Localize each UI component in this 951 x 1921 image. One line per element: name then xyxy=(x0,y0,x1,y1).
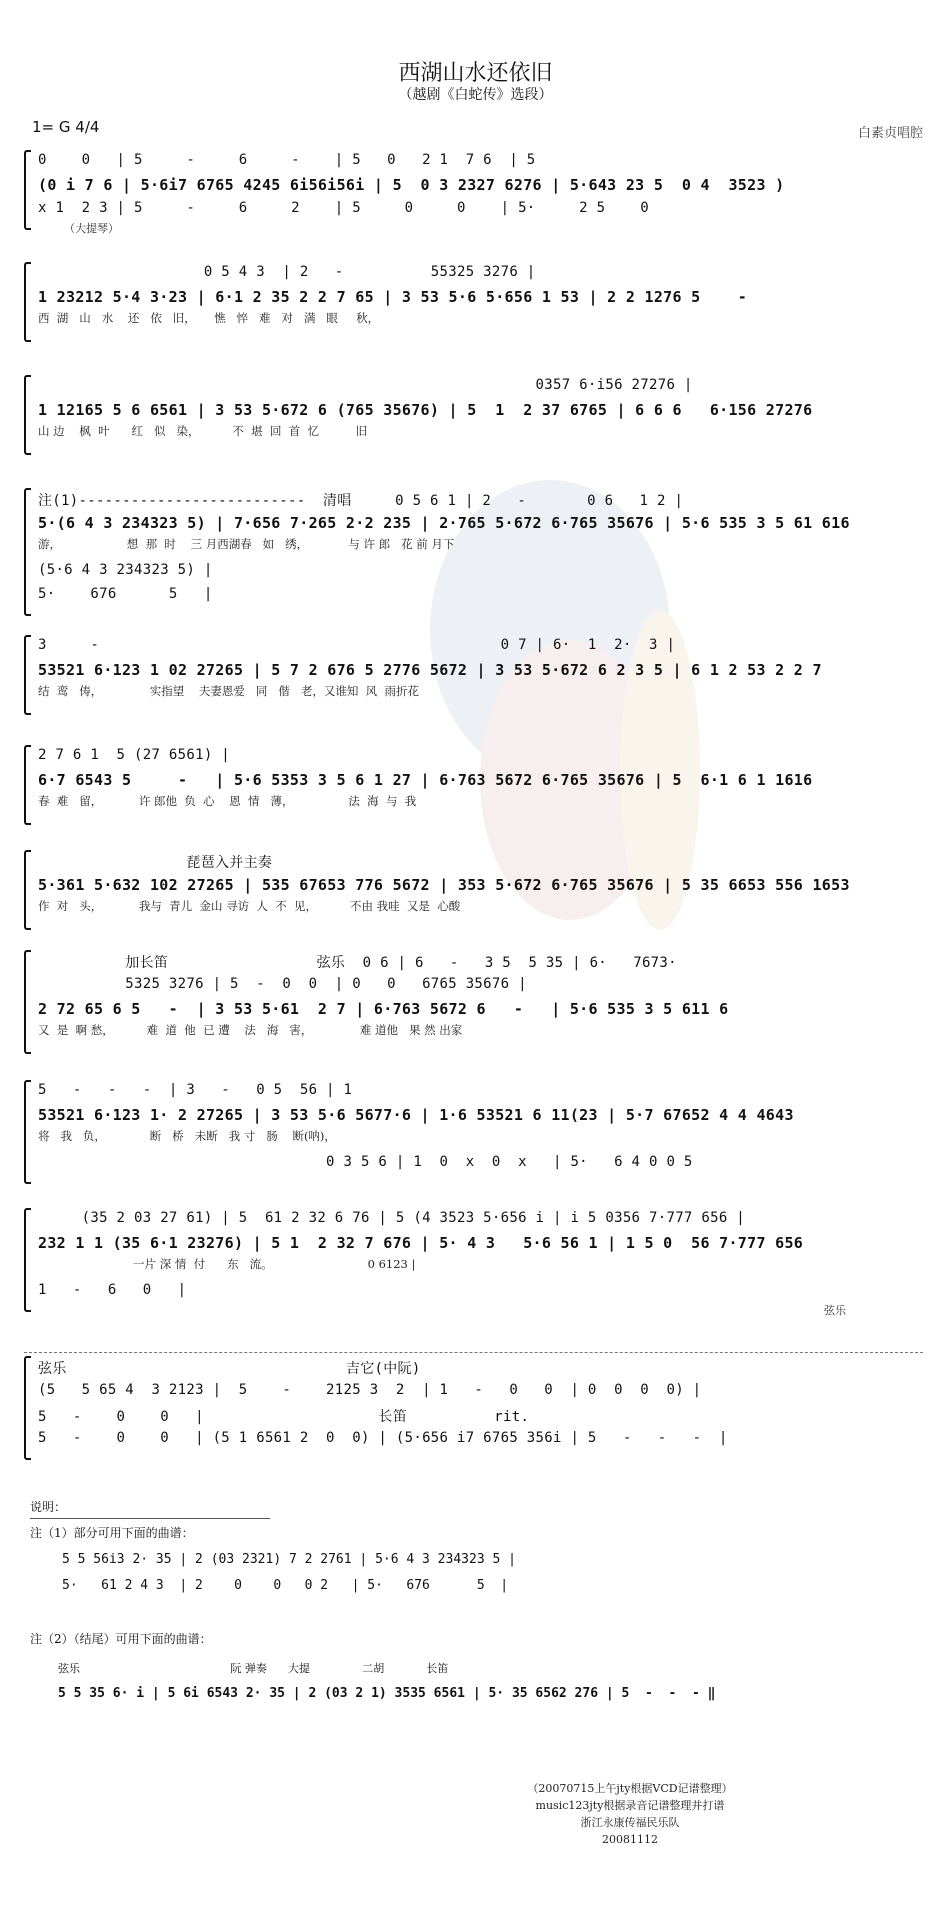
score-system xyxy=(24,850,924,930)
credit-line-2: music123jty根据录音记谱整理并打谱 xyxy=(535,1799,725,1812)
accompaniment-line: 5· 676 5 | xyxy=(38,586,213,602)
melody-line: 2 72 65 6 5 - | 3 53 5·61 2 7 | 6·763 5672 6 - | 5·6 535 3 5 611 6 xyxy=(38,1000,729,1018)
accompaniment-line: 弦乐 吉它(中阮) xyxy=(38,1361,421,1377)
accompaniment-line: 1 - 6 0 | xyxy=(38,1282,187,1298)
accompaniment-line: (5·6 4 3 234323 5) | xyxy=(38,562,213,578)
lyric-line: 将 我 负， 断 桥 未断 我 寸 肠 断(呐)， xyxy=(38,1129,336,1143)
system-brace xyxy=(24,488,31,616)
system-brace xyxy=(24,850,31,930)
score-system xyxy=(24,745,924,825)
melody-line: (0 i 7 6 | 5·6i7 6765 4245 6i56i56i | 5 0 3 2327 6276 | 5·643 23 5 0 4 3523 ) xyxy=(38,176,785,194)
accompaniment-line: 0357 6·i56 27276 | xyxy=(38,377,693,393)
credits xyxy=(490,1780,770,1848)
system-brace xyxy=(24,262,31,342)
melody-line: 1 23212 5·4 3·23 | 6·1 2 35 2 2 7 65 | 3 53 5·6 5·656 1 53 | 2 2 1276 5 - xyxy=(38,288,748,306)
system-brace xyxy=(24,745,31,825)
system-brace xyxy=(24,375,31,455)
instrument-note: 弦乐 xyxy=(824,1304,846,1317)
melody-line: 232 1 1 (35 6·1 23276) | 5 1 2 32 7 676 | 5· 4 3 5·6 56 1 | 1 5 0 56 7·777 656 xyxy=(38,1234,804,1252)
system-brace xyxy=(24,635,31,715)
credit-line-1: （20070715上午jty根据VCD记谱整理） xyxy=(527,1782,733,1795)
melody-line: 1 12165 5 6 6561 | 3 53 5·672 6 (765 35676) | 5 1 2 37 6765 | 6 6 6 6·156 27276 xyxy=(38,401,813,419)
accompaniment-line: 5325 3276 | 5 - 0 0 | 0 0 6765 35676 | xyxy=(38,976,527,992)
accompaniment-line: (35 2 03 27 61) | 5 61 2 32 6 76 | 5 (4 3523 5·656 i | i 5 0356 7·777 656 | xyxy=(38,1210,746,1226)
lyric-line: 西 湖 山 水 还 依 旧， 憔 悴 难 对 满 眼 秋， xyxy=(38,311,380,325)
accompaniment-line: 0 3 5 6 | 1 0 x 0 x | 5· 6 4 0 0 5 xyxy=(38,1154,693,1170)
melody-line: 53521 6·123 1· 2 27265 | 3 53 5·6 5677·6 | 1·6 53521 6 11(23 | 5·7 67652 4 4 4643 xyxy=(38,1106,794,1124)
accompaniment-line: 加长笛 弦乐 0 6 | 6 - 3 5 5 35 | 6· 7673· xyxy=(38,955,677,971)
lyric-line: 结 鸾 俦， 实指望 夫妻恩爱 同 偕 老，又谁知 风 雨折花 xyxy=(38,684,419,698)
notes-heading: 说明： xyxy=(30,1500,67,1514)
note1-label: 注（1）部分可用下面的曲谱： xyxy=(30,1526,194,1540)
notes-rule xyxy=(30,1518,270,1519)
system-brace xyxy=(24,1080,31,1184)
score-system xyxy=(24,262,924,342)
note2-line: 5 5 35 6· i | 5 6i 6543 2· 35 | 2 (03 2 1) 3535 6561 | 5· 35 6562 276 | 5 - - - ‖ xyxy=(58,1686,716,1701)
section-divider xyxy=(24,1352,923,1353)
system-brace xyxy=(24,1356,31,1460)
melody-line: 6·7 6543 5 - | 5·6 5353 3 5 6 1 27 | 6·763 5672 6·765 35676 | 5 6·1 6 1 1616 xyxy=(38,771,813,789)
credit-line-4: 20081112 xyxy=(602,1833,658,1846)
system-brace xyxy=(24,1208,31,1312)
note2-instruments: 弦乐 阮 弹奏 大提 二胡 长笛 xyxy=(58,1662,449,1675)
score-system xyxy=(24,375,924,455)
note1-line1: 5 5 56i3 2· 35 | 2 (03 2321) 7 2 2761 | 5·6 4 3 234323 5 | xyxy=(62,1552,516,1567)
credit-line-3: 浙江永康传福民乐队 xyxy=(580,1816,680,1829)
accompaniment-line: 5 - 0 0 | 长笛 rit. xyxy=(38,1409,530,1425)
accompaniment-line: 5 - - - | 3 - 0 5 56 | 1 xyxy=(38,1082,353,1098)
accompaniment-line: x 1 2 3 | 5 - 6 2 | 5 0 0 | 5· 2 5 0 xyxy=(38,200,650,216)
accompaniment-line: 3 - 0 7 | 6· 1 2· 3 | xyxy=(38,637,676,653)
score-system xyxy=(24,1356,924,1460)
lyric-line: 一片 深 情 付 东 流。 0 6123 | xyxy=(38,1257,416,1271)
lyric-line: 游， 想 那 时 三 月西湖春 如 绣， 与 许 郎 花 前 月下 xyxy=(38,537,455,551)
key-signature: 1= G 4/4 xyxy=(32,118,100,136)
accompaniment-line: (5 5 65 4 3 2123 | 5 - 2125 3 2 | 1 - 0 0 | 0 0 0 0) | xyxy=(38,1382,702,1398)
lyric-line: 山 边 枫 叶 红 似 染， 不 堪 回 首 忆 旧 xyxy=(38,424,368,438)
score-system xyxy=(24,488,924,616)
system-brace xyxy=(24,950,31,1054)
lyric-line: 作 对 头， 我与 青儿 金山 寻访 人 不 见， 不由 我哇 又是 心酸 xyxy=(38,899,461,913)
melody-line: 5·(6 4 3 234323 5) | 7·656 7·265 2·2 235 | 2·765 5·672 6·765 35676 | 5·6 535 3 5 61 616 xyxy=(38,514,850,532)
song-subtitle: （越剧《白蛇传》选段） xyxy=(398,87,553,103)
score-system xyxy=(24,635,924,715)
lyric-line: 又 是 啊 愁， 难 道 他 已 遭 法 海 害， 难 道他 果 然 出家 xyxy=(38,1023,463,1037)
note2-label: 注（2）（结尾）可用下面的曲谱： xyxy=(30,1632,212,1646)
performer-label: 白素贞唱腔 xyxy=(857,126,923,141)
system-brace xyxy=(24,150,31,230)
accompaniment-line: 琵琶入并主奏 xyxy=(38,855,273,871)
accompaniment-line: 注(1)-------------------------- 清唱 0 5 6 1 | 2 - 0 6 1 2 | xyxy=(38,493,684,509)
song-title: 西湖山水还依旧 xyxy=(398,61,553,86)
lyric-line: 春 难 留， 许 郎他 负 心 恩 情 薄， 法 海 与 我 xyxy=(38,794,417,808)
accompaniment-line: 0 5 4 3 | 2 - 55325 3276 | xyxy=(38,264,536,280)
melody-line: 5·361 5·632 102 27265 | 535 67653 776 5672 | 353 5·672 6·765 35676 | 5 35 6653 556 1653 xyxy=(38,876,850,894)
score-system xyxy=(24,150,924,235)
score-system xyxy=(24,950,924,1054)
note1-line2: 5· 61 2 4 3 | 2 0 0 0 2 | 5· 676 5 | xyxy=(62,1578,509,1593)
accompaniment-line: 5 - 0 0 | (5 1 6561 2 0 0) | (5·656 i7 6765 356i | 5 - - - | xyxy=(38,1430,728,1446)
melody-line: 53521 6·123 1 02 27265 | 5 7 2 676 5 2776 5672 | 3 53 5·672 6 2 3 5 | 6 1 2 53 2 2 7 xyxy=(38,661,822,679)
accompaniment-line: 0 0 | 5 - 6 - | 5 0 2 1 7 6 | 5 xyxy=(38,152,536,168)
score-system xyxy=(24,1208,924,1317)
accompaniment-line: 2 7 6 1 5 (27 6561) | xyxy=(38,747,231,763)
score-system xyxy=(24,1080,924,1184)
instrument-note: （大提琴） xyxy=(64,222,119,235)
